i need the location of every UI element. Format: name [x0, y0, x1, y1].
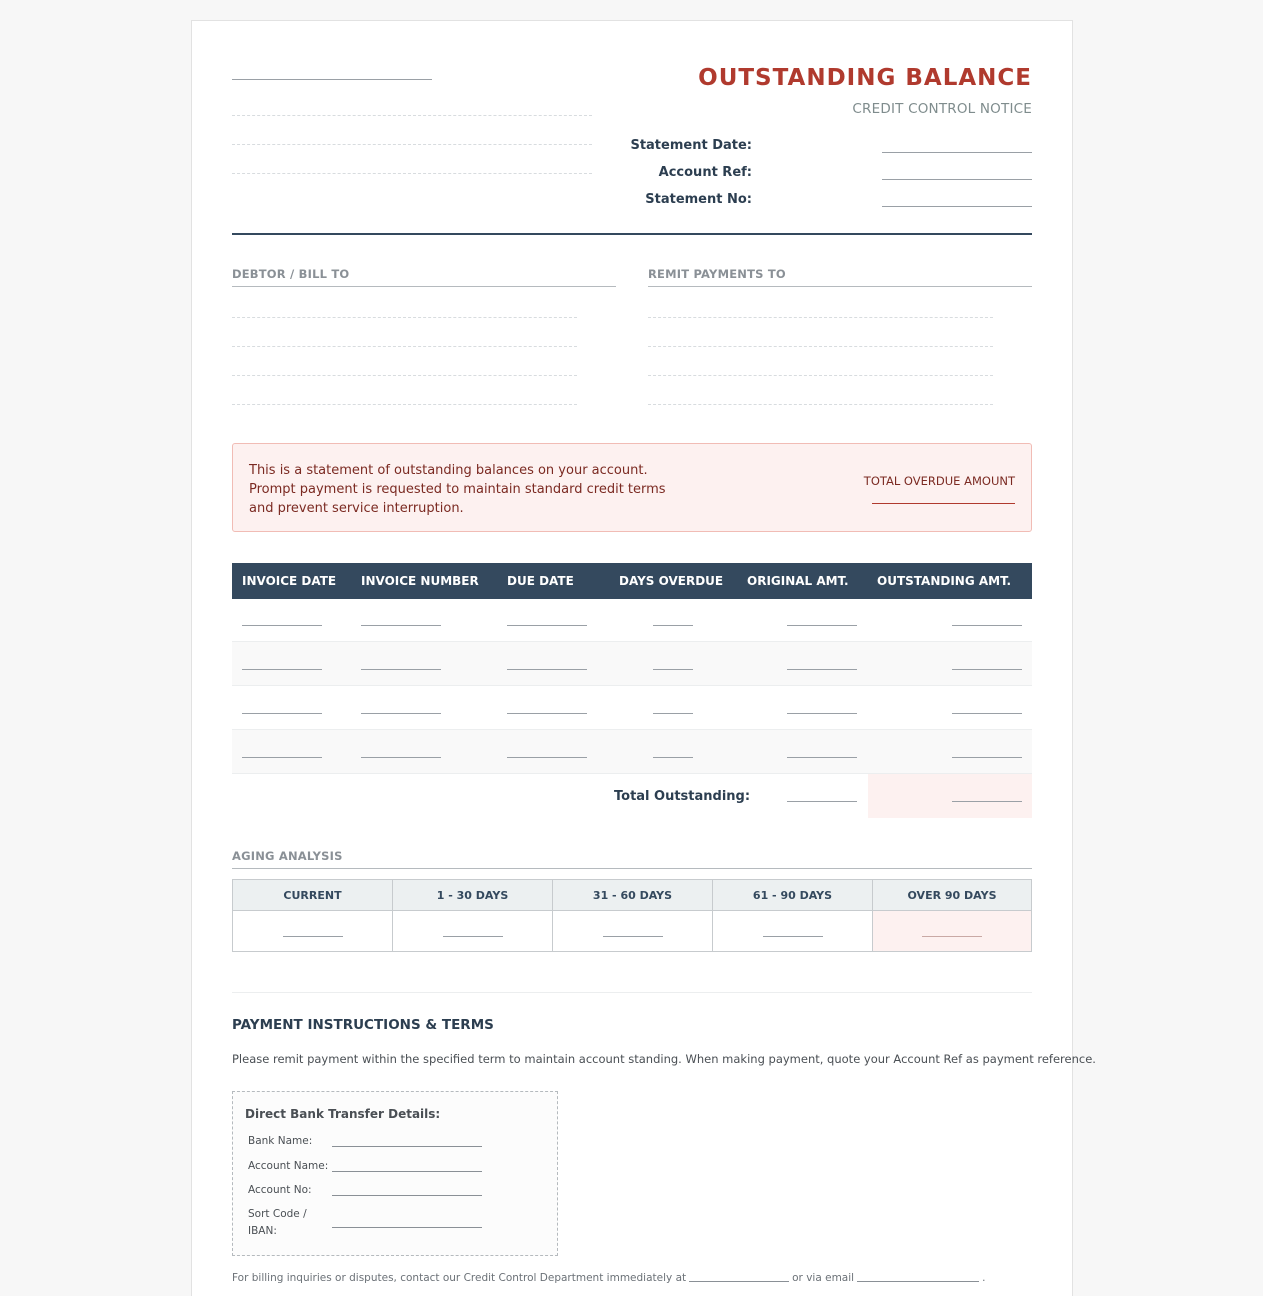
invoice-date-field[interactable]: [242, 625, 322, 626]
statement-date-field[interactable]: [882, 152, 1032, 153]
aging-61-90-label: 61 - 90 DAYS: [713, 880, 872, 911]
account-no-field[interactable]: [332, 1195, 482, 1196]
aging-61-90: [713, 880, 873, 951]
remit-line-1[interactable]: [648, 317, 993, 318]
table-row: [232, 598, 1032, 642]
invoice-number-field[interactable]: [361, 625, 441, 626]
col-days-overdue: DAYS OVERDUE: [619, 574, 724, 588]
col-due-date: DUE DATE: [507, 574, 574, 588]
notice-text: This is a statement of outstanding balances on your account. Prompt payment is requested to maintain standard credit terms and prevent service interruption.: [249, 463, 666, 516]
company-address-line-1[interactable]: [232, 115, 592, 116]
account-ref-label: Account Ref:: [658, 165, 752, 180]
due-date-field[interactable]: [507, 669, 587, 670]
total-overdue-field[interactable]: [872, 503, 1015, 504]
footer-text-after: .: [982, 1272, 986, 1284]
statement-page: [191, 20, 1096, 1296]
company-address-line-2[interactable]: [232, 144, 592, 145]
aging-table: [232, 879, 1032, 952]
bank-details-box: [232, 1091, 558, 1256]
total-outstanding-field[interactable]: [952, 801, 1022, 802]
invoice-number-field[interactable]: [361, 757, 441, 758]
original-amt-field[interactable]: [787, 625, 857, 626]
section-divider: [232, 992, 1032, 993]
aging-1-30: [393, 880, 553, 951]
remit-heading: REMIT PAYMENTS TO: [648, 267, 786, 281]
footer-text-middle: or via email: [792, 1272, 855, 1284]
debtor-line-4[interactable]: [232, 404, 577, 405]
remit-heading-rule: [648, 286, 1032, 287]
payment-title: PAYMENT INSTRUCTIONS & TERMS: [232, 1017, 494, 1033]
aging-61-90-field[interactable]: [763, 936, 823, 937]
table-row: [232, 642, 1032, 686]
due-date-field[interactable]: [507, 625, 587, 626]
outstanding-amt-field[interactable]: [952, 713, 1022, 714]
invoice-table-header: [232, 563, 1032, 599]
contact-phone-field[interactable]: [689, 1272, 789, 1282]
total-overdue-label: TOTAL OVERDUE AMOUNT: [863, 474, 1015, 488]
aging-heading: AGING ANALYSIS: [232, 849, 343, 863]
remit-line-4[interactable]: [648, 404, 993, 405]
original-amt-field[interactable]: [787, 757, 857, 758]
days-overdue-field[interactable]: [653, 757, 693, 758]
aging-over-90-field[interactable]: [922, 936, 982, 937]
aging-current: [233, 880, 393, 951]
days-overdue-field[interactable]: [653, 669, 693, 670]
invoice-date-field[interactable]: [242, 757, 322, 758]
statement-date-label: Statement Date:: [630, 138, 752, 153]
debtor-line-3[interactable]: [232, 375, 577, 376]
col-invoice-date: INVOICE DATE: [242, 574, 337, 588]
debtor-line-2[interactable]: [232, 346, 577, 347]
aging-1-30-field[interactable]: [443, 936, 503, 937]
aging-current-label: CURRENT: [233, 880, 392, 911]
invoice-number-field[interactable]: [361, 713, 441, 714]
invoice-date-field[interactable]: [242, 713, 322, 714]
original-amt-field[interactable]: [787, 713, 857, 714]
table-row: [232, 686, 1032, 730]
debtor-heading-rule: [232, 286, 616, 287]
outstanding-amt-field[interactable]: [952, 625, 1022, 626]
debtor-line-1[interactable]: [232, 317, 577, 318]
footer-text-before: For billing inquiries or disputes, contact our Credit Control Department immediately at: [232, 1272, 687, 1284]
statement-no-field[interactable]: [882, 206, 1032, 207]
sort-code-field[interactable]: [332, 1227, 482, 1228]
original-amt-field[interactable]: [787, 669, 857, 670]
remit-line-2[interactable]: [648, 346, 993, 347]
debtor-heading: DEBTOR / BILL TO: [232, 267, 350, 281]
days-overdue-field[interactable]: [653, 625, 693, 626]
total-original-field[interactable]: [787, 801, 857, 802]
due-date-field[interactable]: [507, 757, 587, 758]
account-ref-field[interactable]: [882, 179, 1032, 180]
table-row: [232, 730, 1032, 774]
invoice-number-field[interactable]: [361, 669, 441, 670]
company-name-line[interactable]: [232, 79, 432, 80]
outstanding-amt-field[interactable]: [952, 757, 1022, 758]
account-name-field[interactable]: [332, 1171, 482, 1172]
document-title: OUTSTANDING BALANCE: [698, 65, 1032, 91]
aging-1-30-label: 1 - 30 DAYS: [393, 880, 552, 911]
aging-over-90: [873, 880, 1031, 951]
header-divider: [232, 233, 1032, 235]
bank-name-field[interactable]: [332, 1146, 482, 1147]
due-date-field[interactable]: [507, 713, 587, 714]
remit-line-3[interactable]: [648, 375, 993, 376]
outstanding-amt-field[interactable]: [952, 669, 1022, 670]
aging-current-field[interactable]: [283, 936, 343, 937]
aging-31-60: [553, 880, 713, 951]
bank-name-label: Bank Name:: [248, 1135, 313, 1147]
account-no-label: Account No:: [248, 1184, 312, 1196]
col-outstanding-amt: OUTSTANDING AMT.: [877, 574, 1012, 588]
aging-heading-rule: [232, 868, 1032, 869]
company-address-line-3[interactable]: [232, 173, 592, 174]
document-subtitle: CREDIT CONTROL NOTICE: [852, 101, 1032, 117]
aging-over-90-label: OVER 90 DAYS: [873, 880, 1031, 911]
sort-code-label: Sort Code / IBAN:: [248, 1208, 307, 1237]
payment-text: Please remit payment within the specified term to maintain account standing. When making payment, quote your Account Ref as payment reference.: [232, 1052, 1096, 1066]
total-outstanding-label: Total Outstanding:: [614, 789, 751, 804]
col-invoice-number: INVOICE NUMBER: [361, 574, 479, 588]
bank-details-title: Direct Bank Transfer Details:: [245, 1107, 441, 1121]
total-outstanding-highlight: [868, 774, 1032, 818]
days-overdue-field[interactable]: [653, 713, 693, 714]
contact-email-field[interactable]: [857, 1272, 979, 1282]
invoice-date-field[interactable]: [242, 669, 322, 670]
aging-31-60-label: 31 - 60 DAYS: [553, 880, 712, 911]
col-original-amt: ORIGINAL AMT.: [747, 574, 849, 588]
statement-no-label: Statement No:: [645, 192, 752, 207]
overdue-notice: [232, 443, 1032, 532]
account-name-label: Account Name:: [248, 1160, 329, 1172]
aging-31-60-field[interactable]: [603, 936, 663, 937]
footer-note: [232, 1272, 985, 1284]
